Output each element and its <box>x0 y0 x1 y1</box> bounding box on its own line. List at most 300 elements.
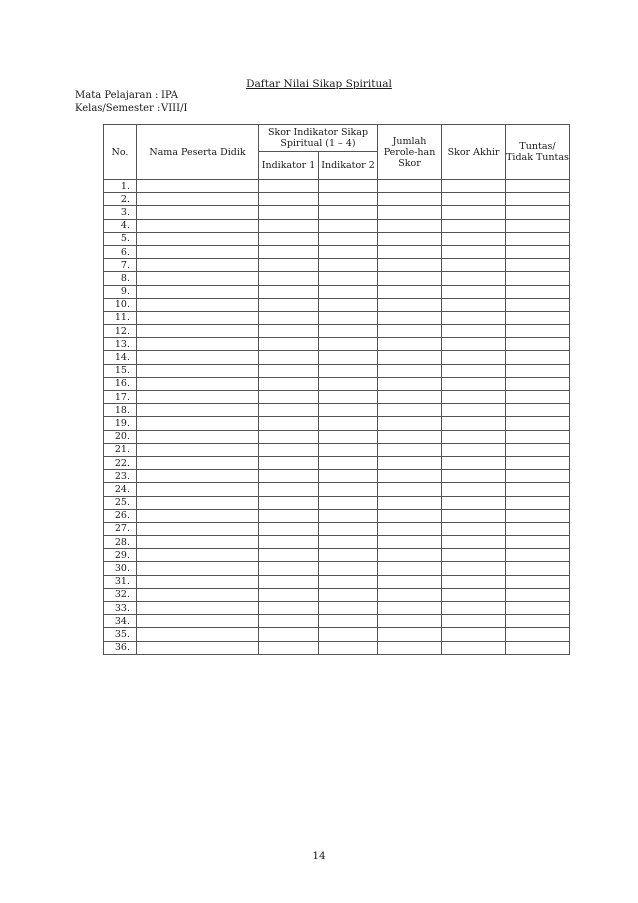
skor-akhir-cell[interactable] <box>442 364 506 377</box>
skor-akhir-cell[interactable] <box>442 285 506 298</box>
name-cell[interactable] <box>137 456 259 469</box>
jumlah-cell[interactable] <box>378 417 442 430</box>
table-row <box>104 456 570 469</box>
skor-akhir-cell[interactable] <box>442 206 506 219</box>
indikator-2-cell[interactable] <box>319 404 378 417</box>
indikator-2-cell[interactable] <box>319 443 378 456</box>
row-number: 8. <box>104 272 137 285</box>
indikator-2-cell[interactable] <box>319 562 378 575</box>
indikator-2-cell[interactable] <box>319 628 378 641</box>
row-number: 31. <box>104 575 137 588</box>
indikator-1-cell[interactable] <box>259 575 319 588</box>
name-cell[interactable] <box>137 417 259 430</box>
table-row <box>104 562 570 575</box>
skor-akhir-cell[interactable] <box>442 311 506 324</box>
tuntas-cell[interactable] <box>506 496 570 509</box>
table-row <box>104 641 570 654</box>
row-number: 2. <box>104 193 137 206</box>
jumlah-cell[interactable] <box>378 430 442 443</box>
tuntas-cell[interactable] <box>506 180 570 193</box>
jumlah-cell[interactable] <box>378 272 442 285</box>
tuntas-cell[interactable] <box>506 522 570 535</box>
name-cell[interactable] <box>137 298 259 311</box>
indikator-2-cell[interactable] <box>319 311 378 324</box>
indikator-1-cell[interactable] <box>259 364 319 377</box>
row-number: 19. <box>104 417 137 430</box>
jumlah-cell[interactable] <box>378 351 442 364</box>
header-jumlah: Jumlah Perole-han Skor <box>378 125 442 180</box>
indikator-1-cell[interactable] <box>259 404 319 417</box>
name-cell[interactable] <box>137 245 259 258</box>
indikator-1-cell[interactable] <box>259 351 319 364</box>
table-row <box>104 483 570 496</box>
tuntas-cell[interactable] <box>506 351 570 364</box>
skor-akhir-cell[interactable] <box>442 443 506 456</box>
indikator-2-cell[interactable] <box>319 588 378 601</box>
name-cell[interactable] <box>137 351 259 364</box>
indikator-1-cell[interactable] <box>259 259 319 272</box>
row-number: 24. <box>104 483 137 496</box>
indikator-2-cell[interactable] <box>319 430 378 443</box>
name-cell[interactable] <box>137 430 259 443</box>
name-cell[interactable] <box>137 338 259 351</box>
indikator-1-cell[interactable] <box>259 377 319 390</box>
row-number: 11. <box>104 311 137 324</box>
jumlah-cell[interactable] <box>378 470 442 483</box>
table-row <box>104 522 570 535</box>
table-row <box>104 470 570 483</box>
name-cell[interactable] <box>137 522 259 535</box>
skor-akhir-cell[interactable] <box>442 536 506 549</box>
table-row <box>104 536 570 549</box>
name-cell[interactable] <box>137 206 259 219</box>
row-number: 32. <box>104 588 137 601</box>
indikator-1-cell[interactable] <box>259 456 319 469</box>
table-row <box>104 575 570 588</box>
table-row <box>104 193 570 206</box>
row-number: 1. <box>104 180 137 193</box>
skor-akhir-cell[interactable] <box>442 219 506 232</box>
indikator-2-cell[interactable] <box>319 232 378 245</box>
indikator-1-cell[interactable] <box>259 285 319 298</box>
tuntas-cell[interactable] <box>506 536 570 549</box>
tuntas-cell[interactable] <box>506 588 570 601</box>
tuntas-cell[interactable] <box>506 575 570 588</box>
jumlah-cell[interactable] <box>378 206 442 219</box>
name-cell[interactable] <box>137 602 259 615</box>
row-number: 12. <box>104 325 137 338</box>
skor-akhir-cell[interactable] <box>442 470 506 483</box>
table-row <box>104 311 570 324</box>
table-row <box>104 496 570 509</box>
tuntas-cell[interactable] <box>506 483 570 496</box>
jumlah-cell[interactable] <box>378 536 442 549</box>
jumlah-cell[interactable] <box>378 298 442 311</box>
indikator-2-cell[interactable] <box>319 509 378 522</box>
indikator-1-cell[interactable] <box>259 180 319 193</box>
table-row <box>104 417 570 430</box>
header-name: Nama Peserta Didik <box>137 125 259 180</box>
header-skor-akhir: Skor Akhir <box>442 125 506 180</box>
indikator-1-cell[interactable] <box>259 430 319 443</box>
indikator-2-cell[interactable] <box>319 219 378 232</box>
tuntas-cell[interactable] <box>506 364 570 377</box>
jumlah-cell[interactable] <box>378 377 442 390</box>
name-cell[interactable] <box>137 325 259 338</box>
table-row <box>104 615 570 628</box>
row-number: 14. <box>104 351 137 364</box>
skor-akhir-cell[interactable] <box>442 325 506 338</box>
indikator-1-cell[interactable] <box>259 298 319 311</box>
tuntas-cell[interactable] <box>506 430 570 443</box>
skor-akhir-cell[interactable] <box>442 377 506 390</box>
skor-akhir-cell[interactable] <box>442 298 506 311</box>
meta-subject <box>75 90 178 102</box>
name-cell[interactable] <box>137 232 259 245</box>
tuntas-cell[interactable] <box>506 509 570 522</box>
row-number: 22. <box>104 456 137 469</box>
jumlah-cell[interactable] <box>378 325 442 338</box>
jumlah-cell[interactable] <box>378 285 442 298</box>
jumlah-cell[interactable] <box>378 522 442 535</box>
tuntas-cell[interactable] <box>506 417 570 430</box>
jumlah-cell[interactable] <box>378 456 442 469</box>
table-row <box>104 404 570 417</box>
table-row <box>104 549 570 562</box>
tuntas-cell[interactable] <box>506 311 570 324</box>
indikator-1-cell[interactable] <box>259 470 319 483</box>
name-cell[interactable] <box>137 483 259 496</box>
indikator-1-cell[interactable] <box>259 325 319 338</box>
skor-akhir-cell[interactable] <box>442 641 506 654</box>
indikator-2-cell[interactable] <box>319 285 378 298</box>
name-cell[interactable] <box>137 641 259 654</box>
table-row <box>104 245 570 258</box>
name-cell[interactable] <box>137 219 259 232</box>
name-cell[interactable] <box>137 364 259 377</box>
indikator-1-cell[interactable] <box>259 311 319 324</box>
score-table-body <box>104 180 570 655</box>
skor-akhir-cell[interactable] <box>442 509 506 522</box>
indikator-1-cell[interactable] <box>259 483 319 496</box>
indikator-2-cell[interactable] <box>319 351 378 364</box>
name-cell[interactable] <box>137 180 259 193</box>
indikator-2-cell[interactable] <box>319 245 378 258</box>
indikator-2-cell[interactable] <box>319 456 378 469</box>
name-cell[interactable] <box>137 496 259 509</box>
jumlah-cell[interactable] <box>378 391 442 404</box>
jumlah-cell[interactable] <box>378 364 442 377</box>
jumlah-cell[interactable] <box>378 259 442 272</box>
indikator-2-cell[interactable] <box>319 575 378 588</box>
skor-akhir-cell[interactable] <box>442 351 506 364</box>
indikator-1-cell[interactable] <box>259 206 319 219</box>
tuntas-cell[interactable] <box>506 325 570 338</box>
skor-akhir-cell[interactable] <box>442 338 506 351</box>
jumlah-cell[interactable] <box>378 443 442 456</box>
table-row <box>104 325 570 338</box>
indikator-1-cell[interactable] <box>259 536 319 549</box>
name-cell[interactable] <box>137 404 259 417</box>
skor-akhir-cell[interactable] <box>442 391 506 404</box>
meta-subject-value: IPA <box>161 90 178 101</box>
row-number: 30. <box>104 562 137 575</box>
jumlah-cell[interactable] <box>378 641 442 654</box>
meta-class-semester <box>75 103 187 115</box>
indikator-1-cell[interactable] <box>259 417 319 430</box>
jumlah-cell[interactable] <box>378 232 442 245</box>
indikator-1-cell[interactable] <box>259 562 319 575</box>
table-row <box>104 588 570 601</box>
indikator-1-cell[interactable] <box>259 391 319 404</box>
row-number: 26. <box>104 509 137 522</box>
skor-akhir-cell[interactable] <box>442 430 506 443</box>
name-cell[interactable] <box>137 562 259 575</box>
tuntas-cell[interactable] <box>506 338 570 351</box>
tuntas-cell[interactable] <box>506 285 570 298</box>
page-number: 14 <box>312 850 326 862</box>
jumlah-cell[interactable] <box>378 338 442 351</box>
row-number: 13. <box>104 338 137 351</box>
tuntas-cell[interactable] <box>506 470 570 483</box>
row-number: 9. <box>104 285 137 298</box>
indikator-1-cell[interactable] <box>259 522 319 535</box>
indikator-2-cell[interactable] <box>319 536 378 549</box>
skor-akhir-cell[interactable] <box>442 193 506 206</box>
skor-akhir-cell[interactable] <box>442 628 506 641</box>
skor-akhir-cell[interactable] <box>442 602 506 615</box>
tuntas-cell[interactable] <box>506 219 570 232</box>
table-row <box>104 285 570 298</box>
table-row <box>104 602 570 615</box>
skor-akhir-cell[interactable] <box>442 232 506 245</box>
row-number: 23. <box>104 470 137 483</box>
row-number: 3. <box>104 206 137 219</box>
indikator-1-cell[interactable] <box>259 272 319 285</box>
tuntas-cell[interactable] <box>506 232 570 245</box>
row-number: 21. <box>104 443 137 456</box>
indikator-1-cell[interactable] <box>259 443 319 456</box>
indikator-2-cell[interactable] <box>319 522 378 535</box>
table-row <box>104 232 570 245</box>
meta-class-semester-value: VIII/I <box>161 103 188 114</box>
table-row <box>104 509 570 522</box>
jumlah-cell[interactable] <box>378 311 442 324</box>
meta-subject-label: Mata Pelajaran : <box>75 90 159 101</box>
row-number: 27. <box>104 522 137 535</box>
tuntas-cell[interactable] <box>506 628 570 641</box>
indikator-2-cell[interactable] <box>319 193 378 206</box>
skor-akhir-cell[interactable] <box>442 417 506 430</box>
indikator-1-cell[interactable] <box>259 549 319 562</box>
indikator-1-cell[interactable] <box>259 245 319 258</box>
skor-akhir-cell[interactable] <box>442 549 506 562</box>
name-cell[interactable] <box>137 272 259 285</box>
name-cell[interactable] <box>137 285 259 298</box>
indikator-2-cell[interactable] <box>319 391 378 404</box>
indikator-2-cell[interactable] <box>319 417 378 430</box>
table-row <box>104 351 570 364</box>
tuntas-cell[interactable] <box>506 615 570 628</box>
table-row <box>104 391 570 404</box>
name-cell[interactable] <box>137 443 259 456</box>
header-indikator-2: Indikator 2 <box>319 152 378 180</box>
indikator-2-cell[interactable] <box>319 483 378 496</box>
indikator-2-cell[interactable] <box>319 602 378 615</box>
name-cell[interactable] <box>137 615 259 628</box>
row-number: 6. <box>104 245 137 258</box>
table-row <box>104 206 570 219</box>
row-number: 28. <box>104 536 137 549</box>
indikator-2-cell[interactable] <box>319 338 378 351</box>
name-cell[interactable] <box>137 391 259 404</box>
row-number: 20. <box>104 430 137 443</box>
row-number: 25. <box>104 496 137 509</box>
skor-akhir-cell[interactable] <box>442 522 506 535</box>
jumlah-cell[interactable] <box>378 219 442 232</box>
row-number: 10. <box>104 298 137 311</box>
indikator-2-cell[interactable] <box>319 377 378 390</box>
skor-akhir-cell[interactable] <box>442 588 506 601</box>
row-number: 5. <box>104 232 137 245</box>
score-table <box>103 124 570 655</box>
tuntas-cell[interactable] <box>506 206 570 219</box>
jumlah-cell[interactable] <box>378 509 442 522</box>
jumlah-cell[interactable] <box>378 180 442 193</box>
jumlah-cell[interactable] <box>378 562 442 575</box>
name-cell[interactable] <box>137 259 259 272</box>
table-row <box>104 364 570 377</box>
header-indikator-1: Indikator 1 <box>259 152 319 180</box>
indikator-2-cell[interactable] <box>319 641 378 654</box>
tuntas-cell[interactable] <box>506 602 570 615</box>
tuntas-cell[interactable] <box>506 259 570 272</box>
indikator-2-cell[interactable] <box>319 470 378 483</box>
row-number: 35. <box>104 628 137 641</box>
skor-akhir-cell[interactable] <box>442 259 506 272</box>
name-cell[interactable] <box>137 377 259 390</box>
indikator-1-cell[interactable] <box>259 193 319 206</box>
header-skor-group: Skor Indikator Sikap Spiritual (1 – 4) <box>259 125 378 152</box>
indikator-1-cell[interactable] <box>259 509 319 522</box>
tuntas-cell[interactable] <box>506 298 570 311</box>
table-row <box>104 628 570 641</box>
indikator-2-cell[interactable] <box>319 325 378 338</box>
table-row <box>104 259 570 272</box>
table-row <box>104 338 570 351</box>
row-number: 4. <box>104 219 137 232</box>
indikator-2-cell[interactable] <box>319 298 378 311</box>
name-cell[interactable] <box>137 588 259 601</box>
table-row <box>104 443 570 456</box>
indikator-1-cell[interactable] <box>259 602 319 615</box>
indikator-1-cell[interactable] <box>259 641 319 654</box>
skor-akhir-cell[interactable] <box>442 575 506 588</box>
name-cell[interactable] <box>137 549 259 562</box>
indikator-1-cell[interactable] <box>259 338 319 351</box>
indikator-2-cell[interactable] <box>319 272 378 285</box>
indikator-1-cell[interactable] <box>259 232 319 245</box>
indikator-2-cell[interactable] <box>319 496 378 509</box>
name-cell[interactable] <box>137 470 259 483</box>
jumlah-cell[interactable] <box>378 628 442 641</box>
name-cell[interactable] <box>137 509 259 522</box>
table-row <box>104 377 570 390</box>
name-cell[interactable] <box>137 628 259 641</box>
skor-akhir-cell[interactable] <box>442 483 506 496</box>
indikator-2-cell[interactable] <box>319 180 378 193</box>
tuntas-cell[interactable] <box>506 549 570 562</box>
skor-akhir-cell[interactable] <box>442 496 506 509</box>
tuntas-cell[interactable] <box>506 404 570 417</box>
tuntas-cell[interactable] <box>506 193 570 206</box>
indikator-2-cell[interactable] <box>319 206 378 219</box>
jumlah-cell[interactable] <box>378 615 442 628</box>
indikator-2-cell[interactable] <box>319 259 378 272</box>
name-cell[interactable] <box>137 193 259 206</box>
skor-akhir-cell[interactable] <box>442 615 506 628</box>
row-number: 17. <box>104 391 137 404</box>
skor-akhir-cell[interactable] <box>442 456 506 469</box>
row-number: 29. <box>104 549 137 562</box>
tuntas-cell[interactable] <box>506 443 570 456</box>
skor-akhir-cell[interactable] <box>442 404 506 417</box>
tuntas-cell[interactable] <box>506 245 570 258</box>
table-row <box>104 272 570 285</box>
jumlah-cell[interactable] <box>378 483 442 496</box>
jumlah-cell[interactable] <box>378 588 442 601</box>
row-number: 33. <box>104 602 137 615</box>
table-row <box>104 180 570 193</box>
name-cell[interactable] <box>137 311 259 324</box>
header-no: No. <box>104 125 137 180</box>
indikator-1-cell[interactable] <box>259 628 319 641</box>
jumlah-cell[interactable] <box>378 404 442 417</box>
tuntas-cell[interactable] <box>506 562 570 575</box>
indikator-2-cell[interactable] <box>319 615 378 628</box>
meta-class-semester-label: Kelas/Semester : <box>75 103 161 114</box>
indikator-2-cell[interactable] <box>319 549 378 562</box>
name-cell[interactable] <box>137 575 259 588</box>
indikator-1-cell[interactable] <box>259 219 319 232</box>
indikator-1-cell[interactable] <box>259 615 319 628</box>
tuntas-cell[interactable] <box>506 641 570 654</box>
jumlah-cell[interactable] <box>378 575 442 588</box>
skor-akhir-cell[interactable] <box>442 180 506 193</box>
skor-akhir-cell[interactable] <box>442 562 506 575</box>
skor-akhir-cell[interactable] <box>442 272 506 285</box>
row-number: 18. <box>104 404 137 417</box>
jumlah-cell[interactable] <box>378 549 442 562</box>
table-row <box>104 219 570 232</box>
indikator-2-cell[interactable] <box>319 364 378 377</box>
indikator-1-cell[interactable] <box>259 496 319 509</box>
name-cell[interactable] <box>137 536 259 549</box>
tuntas-cell[interactable] <box>506 456 570 469</box>
tuntas-cell[interactable] <box>506 272 570 285</box>
jumlah-cell[interactable] <box>378 245 442 258</box>
header-tuntas: Tuntas/ Tidak Tuntas <box>506 125 570 180</box>
row-number: 16. <box>104 377 137 390</box>
jumlah-cell[interactable] <box>378 496 442 509</box>
indikator-1-cell[interactable] <box>259 588 319 601</box>
jumlah-cell[interactable] <box>378 602 442 615</box>
jumlah-cell[interactable] <box>378 193 442 206</box>
table-row <box>104 430 570 443</box>
tuntas-cell[interactable] <box>506 377 570 390</box>
skor-akhir-cell[interactable] <box>442 245 506 258</box>
tuntas-cell[interactable] <box>506 391 570 404</box>
